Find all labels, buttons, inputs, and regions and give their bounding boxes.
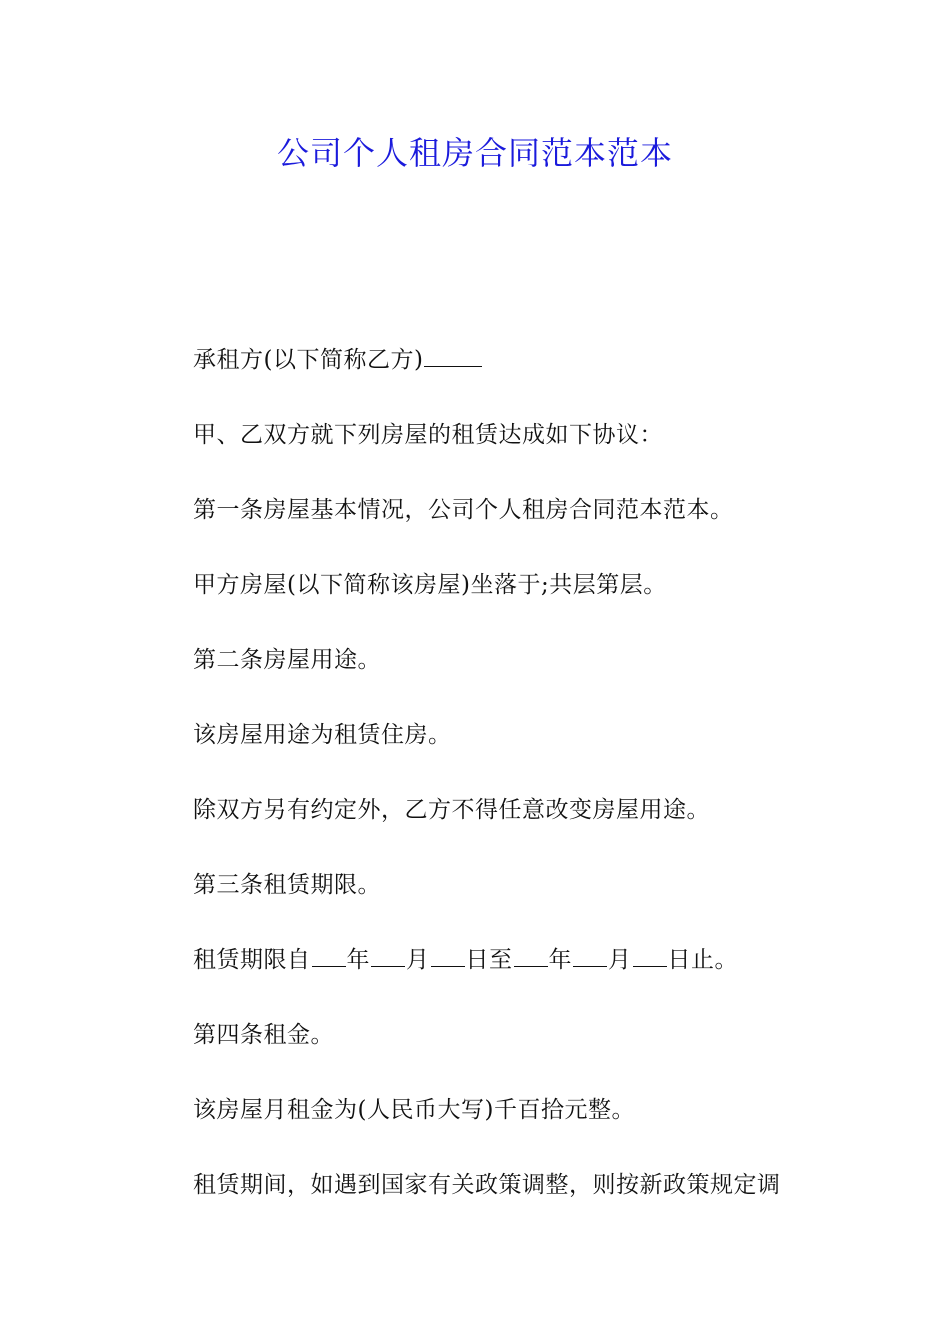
paragraph-article-3: 第三条租赁期限。 [193,872,381,898]
paragraph-term [193,944,833,976]
term-part: 租赁期限自 [193,947,311,973]
end-year-blank[interactable] [514,946,548,967]
lessee-blank[interactable] [424,346,482,367]
paragraph-agreement: 甲、乙双方就下列房屋的租赁达成如下协议： [193,422,663,448]
term-part: 月 [406,947,430,973]
paragraph-usage-restriction: 除双方另有约定外，乙方不得任意改变房屋用途。 [193,797,710,823]
start-year-blank[interactable] [312,946,346,967]
term-part: 日至 [465,947,513,973]
start-day-blank[interactable] [431,946,465,967]
paragraph-usage: 该房屋用途为租赁住房。 [193,722,452,748]
end-month-blank[interactable] [573,946,607,967]
paragraph-policy: 租赁期间，如遇到国家有关政策调整，则按新政策规定调 [193,1172,781,1198]
term-part: 日止。 [667,947,738,973]
end-day-blank[interactable] [633,946,667,967]
term-part: 年 [346,947,370,973]
paragraph-location: 甲方房屋(以下简称该房屋)坐落于;共层第层。 [193,572,667,598]
paragraph-article-4: 第四条租金。 [193,1022,334,1048]
paragraph-lessee [193,344,833,376]
document-title: 公司个人租房合同范本范本 [276,134,673,172]
paragraph-article-2: 第二条房屋用途。 [193,647,381,673]
start-month-blank[interactable] [371,946,405,967]
paragraph-article-1: 第一条房屋基本情况，公司个人租房合同范本范本。 [193,497,734,523]
term-part: 年 [548,947,572,973]
term-part: 月 [608,947,632,973]
paragraph-rent: 该房屋月租金为(人民币大写)千百拾元整。 [193,1097,635,1123]
lessee-label: 承租方(以下简称乙方) [193,347,424,373]
